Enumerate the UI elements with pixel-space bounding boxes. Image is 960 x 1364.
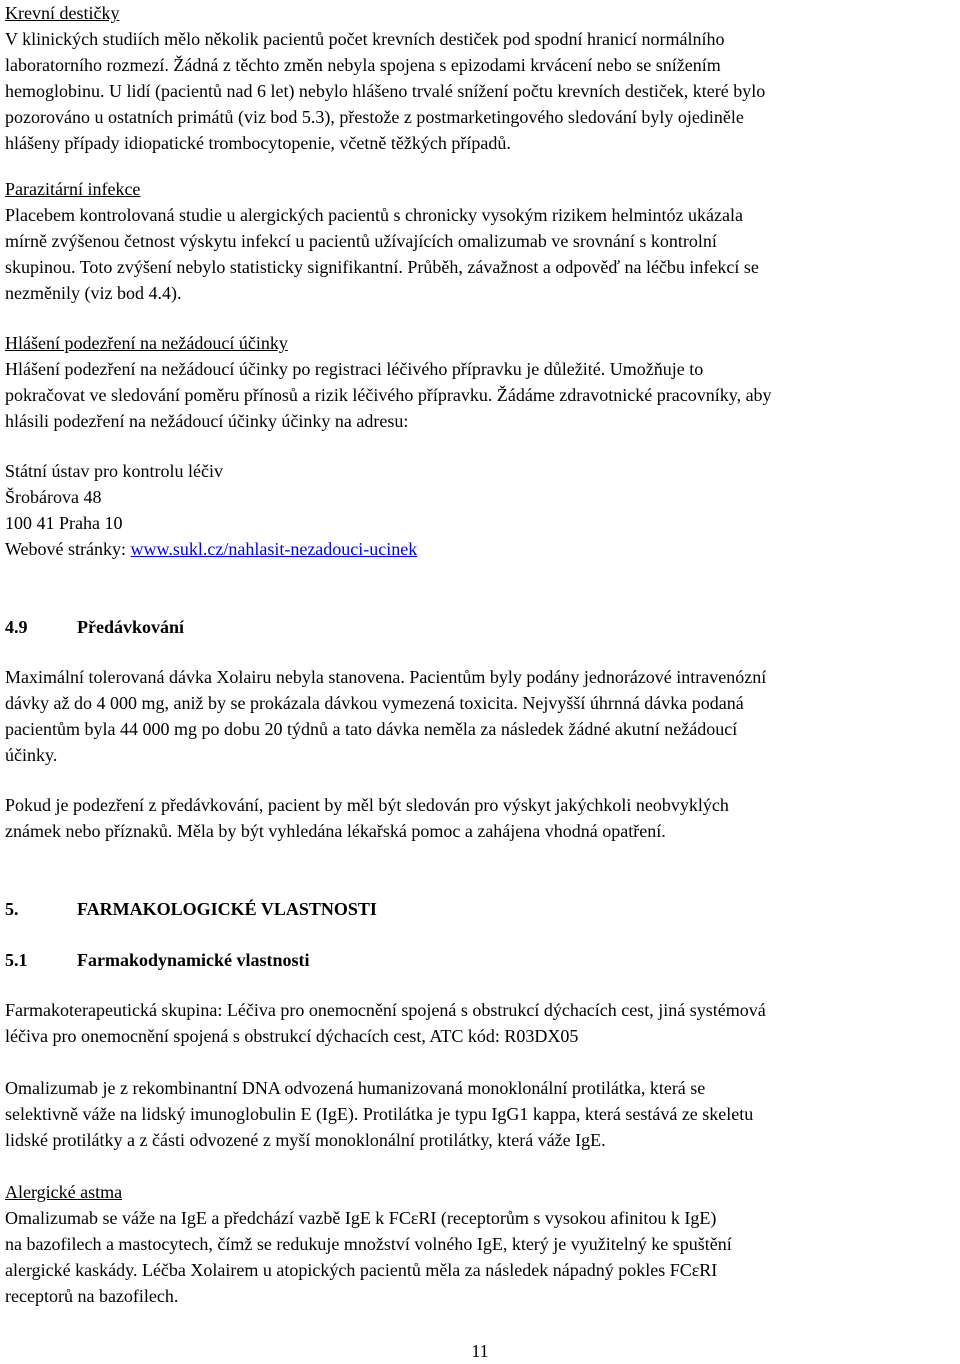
pharmacodynamics-number: 5.1 [5, 950, 28, 970]
pharmacodynamics-p2-line-1: Omalizumab je z rekombinantní DNA odvozená humanizovaná monoklonální protilátka, která se [5, 1078, 706, 1098]
pharmacodynamics-p1-line-2: léčiva pro onemocnění spojená s obstrukcí dýchacích cest, ATC kód: R03DX05 [5, 1026, 579, 1046]
pharmacodynamics-paragraph-2 [5, 1075, 955, 1153]
platelets-line-5: hlášeny případy idiopatické trombocytopenie, včetně těžkých případů. [5, 133, 511, 153]
pharmacology-heading [5, 896, 955, 922]
pharmacodynamics-p2-line-3: lidské protilátky a z části odvozené z myší monoklonální protilátky, která váže IgE. [5, 1130, 606, 1150]
reporting-line-3: hlásili podezření na nežádoucí účinky účinky na adresu: [5, 411, 409, 431]
section-overdose [5, 614, 955, 640]
section-parasitic-infections [5, 176, 955, 306]
allergic-asthma-line-1: Omalizumab se váže na IgE a předchází vazbě IgE k FCεRI (receptorům s vysokou afinitou k IgE) [5, 1208, 717, 1228]
reporting-heading: Hlášení podezření na nežádoucí účinky [5, 333, 288, 353]
platelets-line-2: laboratorního rozmezí. Žádná z těchto změn nebyla spojena s epizodami krvácení nebo se snížením [5, 55, 721, 75]
allergic-asthma-line-3: alergické kaskády. Léčba Xolairem u atopických pacientů měla za následek nápadný pokles FCεRI [5, 1260, 718, 1280]
parasitic-heading: Parazitární infekce [5, 179, 141, 199]
section-adverse-reporting [5, 330, 955, 434]
platelets-line-1: V klinických studiích mělo několik pacientů počet krevních destiček pod spodní hranicí normálního [5, 29, 725, 49]
overdose-p1-line-1: Maximální tolerovaná dávka Xolairu nebyla stanovena. Pacientům byly podány jednorázové intravenózní [5, 667, 767, 687]
allergic-asthma-line-4: receptorů na bazofilech. [5, 1286, 179, 1306]
parasitic-line-2: mírně zvýšenou četnost výskytu infekcí u pacientů užívajících omalizumab ve srovnání s kontrolní [5, 231, 717, 251]
pharmacology-title: FARMAKOLOGICKÉ VLASTNOSTI [77, 899, 377, 919]
parasitic-line-4: nezměnily (viz bod 4.4). [5, 283, 182, 303]
address-line-2: Šrobárova 48 [5, 487, 102, 507]
parasitic-line-1: Placebem kontrolovaná studie u alergických pacientů s chronicky vysokým rizikem helmintóz ukázala [5, 205, 743, 225]
reporting-line-2: pokračovat ve sledování poměru přínosů a rizik léčivého přípravku. Žádáme zdravotnické pracovníky, aby [5, 385, 772, 405]
allergic-asthma-heading: Alergické astma [5, 1182, 123, 1202]
allergic-asthma-line-2: na bazofilech a mastocytech, čímž se redukuje množství volného IgE, který je využitelný ke spuštění [5, 1234, 732, 1254]
platelets-heading: Krevní destičky [5, 3, 120, 23]
platelets-line-4: pozorováno u ostatních primátů (viz bod 5.3), přestože z postmarketingového sledování byly ojediněle [5, 107, 744, 127]
overdose-paragraph-2 [5, 792, 955, 844]
overdose-p1-line-2: dávky až do 4 000 mg, aniž by se prokázala dávkou vymezená toxicita. Nejvyšší úhrnná dávka podaná [5, 693, 744, 713]
pharmacodynamics-title: Farmakodynamické vlastnosti [77, 950, 310, 970]
section-platelets [5, 0, 955, 156]
parasitic-line-3: skupinou. Toto zvýšení nebylo statisticky signifikantní. Průběh, závažnost a odpověď na léčbu infekcí se [5, 257, 759, 277]
page-number: 11 [471, 1341, 489, 1361]
pharmacodynamics-p1-line-1: Farmakoterapeutická skupina: Léčiva pro onemocnění spojená s obstrukcí dýchacích cest, jiná systémová [5, 1000, 766, 1020]
address-line-1: Státní ústav pro kontrolu léčiv [5, 461, 223, 481]
reporting-line-1: Hlášení podezření na nežádoucí účinky po registraci léčivého přípravku je důležité. Umožňuje to [5, 359, 704, 379]
web-label: Webové stránky: [5, 539, 131, 559]
web-link[interactable]: www.sukl.cz/nahlasit-nezadouci-ucinek [130, 539, 418, 559]
pharmacology-number: 5. [5, 899, 19, 919]
reporting-address [5, 458, 955, 562]
overdose-p1-line-4: účinky. [5, 745, 58, 765]
pharmacodynamics-paragraph-1 [5, 997, 955, 1049]
address-web-line [5, 536, 955, 562]
pharmacodynamics-p2-line-2: selektivně váže na lidský imunoglobulin E (IgE). Protilátka je typu IgG1 kappa, která sestává ze skeletu [5, 1104, 754, 1124]
platelets-line-3: hemoglobinu. U lidí (pacientů nad 6 let) nebylo hlášeno trvalé snížení počtu krevních destiček, které bylo [5, 81, 766, 101]
section-pharmacodynamics [5, 947, 955, 973]
overdose-heading [5, 614, 955, 640]
overdose-number: 4.9 [5, 617, 28, 637]
overdose-p2-line-2: známek nebo příznaků. Měla by být vyhledána lékařská pomoc a zahájena vhodná opatření. [5, 821, 666, 841]
pharmacodynamics-heading [5, 947, 955, 973]
overdose-p1-line-3: pacientům byla 44 000 mg po dobu 20 týdnů a tato dávka neměla za následek žádné akutní nežádoucí [5, 719, 738, 739]
overdose-p2-line-1: Pokud je podezření z předávkování, pacient by měl být sledován pro výskyt jakýchkoli neobvyklých [5, 795, 729, 815]
address-line-3: 100 41 Praha 10 [5, 513, 123, 533]
overdose-title: Předávkování [77, 617, 185, 637]
section-pharmacology [5, 896, 955, 922]
overdose-paragraph-1 [5, 664, 955, 768]
section-allergic-asthma [5, 1179, 955, 1309]
